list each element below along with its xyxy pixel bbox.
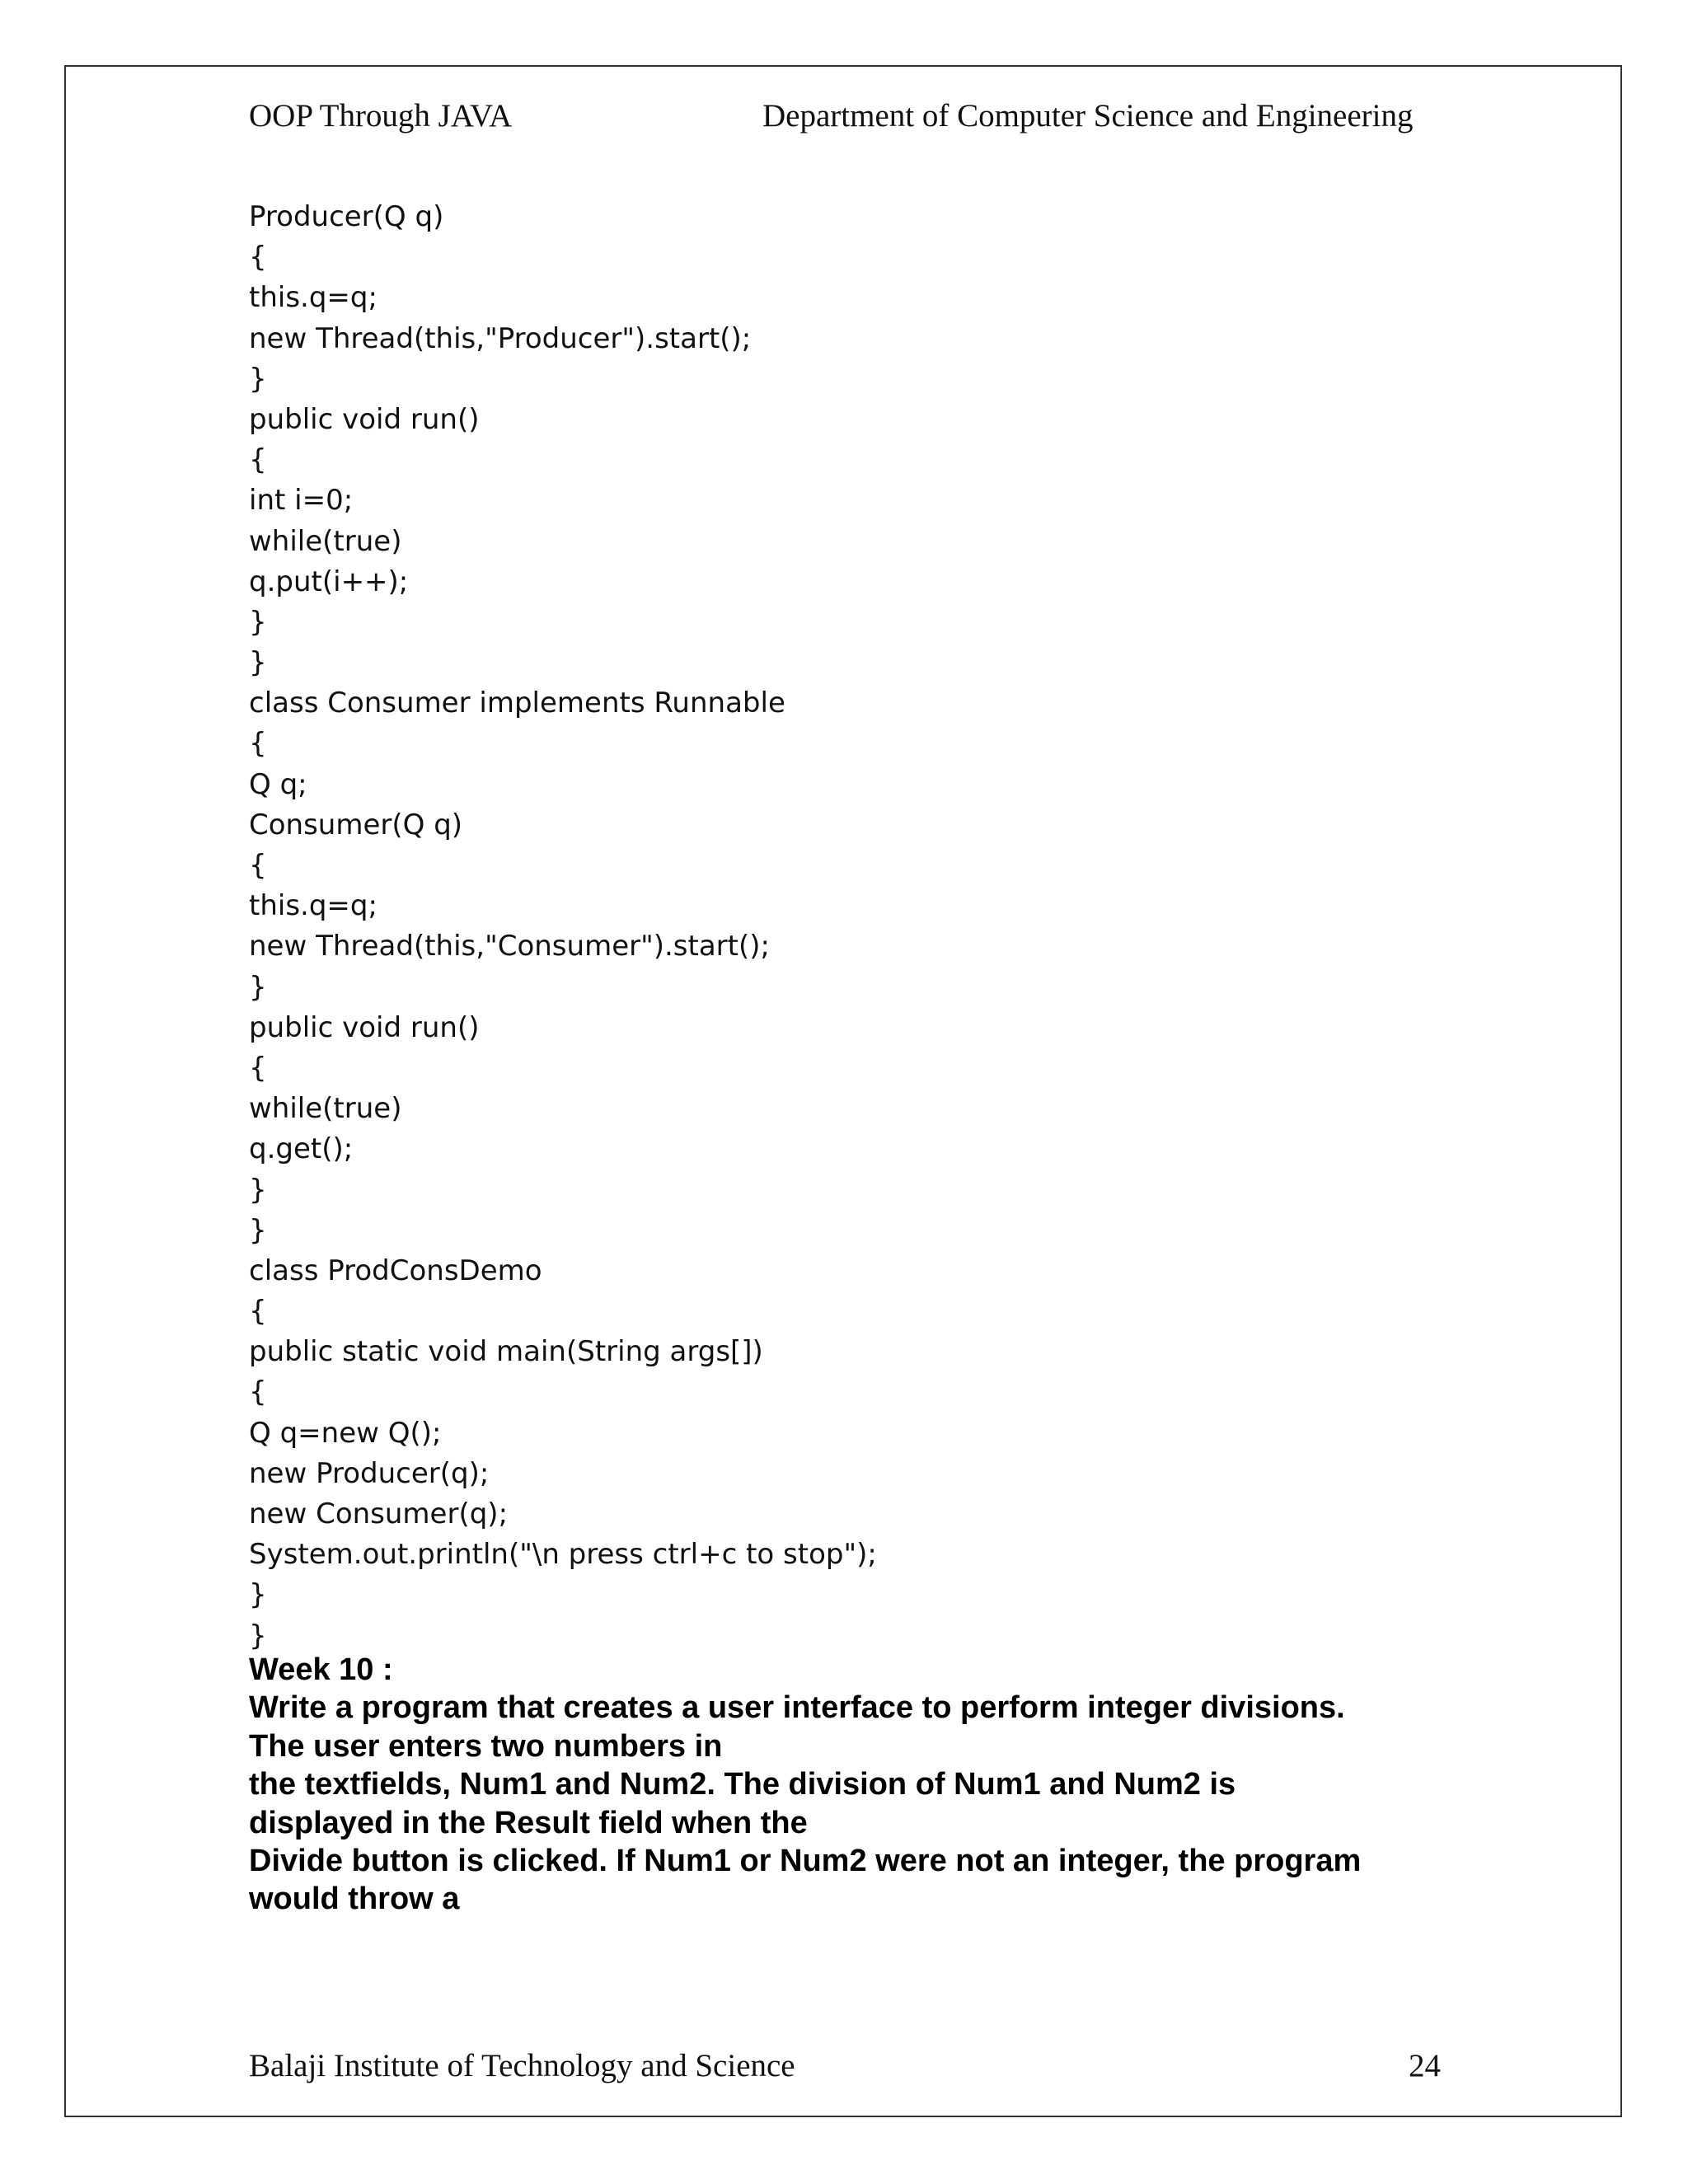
code-line: } (249, 970, 267, 1004)
code-line: public static void main(String args[]) (249, 1335, 763, 1369)
code-line: class ProdConsDemo (249, 1254, 542, 1287)
code-line: new Thread(this,"Producer").start(); (249, 321, 752, 355)
week-title: Week 10 : (249, 1652, 393, 1687)
code-line: { (249, 443, 267, 477)
code-line: } (249, 646, 267, 680)
code-line: new Consumer(q); (249, 1497, 509, 1530)
code-line: Consumer(Q q) (249, 808, 463, 841)
code-line: } (249, 605, 267, 639)
code-line: Q q=new Q(); (249, 1416, 442, 1450)
assignment-text-line: would throw a (249, 1882, 460, 1917)
code-line: q.put(i++); (249, 565, 409, 598)
code-line: { (249, 1051, 267, 1085)
code-line: new Thread(this,"Consumer").start(); (249, 930, 770, 963)
assignment-text-line: The user enters two numbers in (249, 1728, 723, 1764)
code-line: Producer(Q q) (249, 200, 444, 233)
code-line: while(true) (249, 524, 402, 558)
assignment-text-line: Divide button is clicked. If Num1 or Num2 were not an integer, the program (249, 1843, 1362, 1878)
code-line: int i=0; (249, 484, 354, 518)
code-line: new Producer(q); (249, 1456, 490, 1490)
code-line: { (249, 1295, 267, 1329)
header-department: Department of Computer Science and Engineering (762, 98, 1414, 134)
page-number: 24 (1409, 2048, 1441, 2083)
code-line: } (249, 1619, 267, 1652)
code-line: System.out.println("\n press ctrl+c to stop"); (249, 1538, 877, 1572)
assignment-text-line: the textfields, Num1 and Num2. The division of Num1 and Num2 is (249, 1767, 1236, 1802)
code-line: q.get(); (249, 1132, 354, 1166)
code-line: } (249, 1578, 267, 1612)
code-line: this.q=q; (249, 281, 377, 315)
header-course-title: OOP Through JAVA (249, 98, 513, 134)
code-line: } (249, 1173, 267, 1207)
code-line: { (249, 727, 267, 761)
assignment-text-line: displayed in the Result field when the (249, 1805, 808, 1840)
assignment-text-line: Write a program that creates a user interface to perform integer divisions. (249, 1690, 1345, 1726)
code-line: } (249, 362, 267, 396)
week-10-assignment (249, 1651, 1452, 1919)
code-line: public void run() (249, 402, 480, 436)
code-line: { (249, 1376, 267, 1409)
code-listing (249, 197, 877, 1657)
footer-institute: Balaji Institute of Technology and Science (249, 2048, 795, 2083)
code-line: public void run() (249, 1010, 480, 1044)
code-line: Q q; (249, 767, 307, 801)
code-line: this.q=q; (249, 889, 377, 923)
code-line: { (249, 241, 267, 274)
code-line: { (249, 849, 267, 882)
code-line: while(true) (249, 1092, 402, 1126)
code-line: } (249, 1213, 267, 1247)
code-line: class Consumer implements Runnable (249, 687, 785, 720)
